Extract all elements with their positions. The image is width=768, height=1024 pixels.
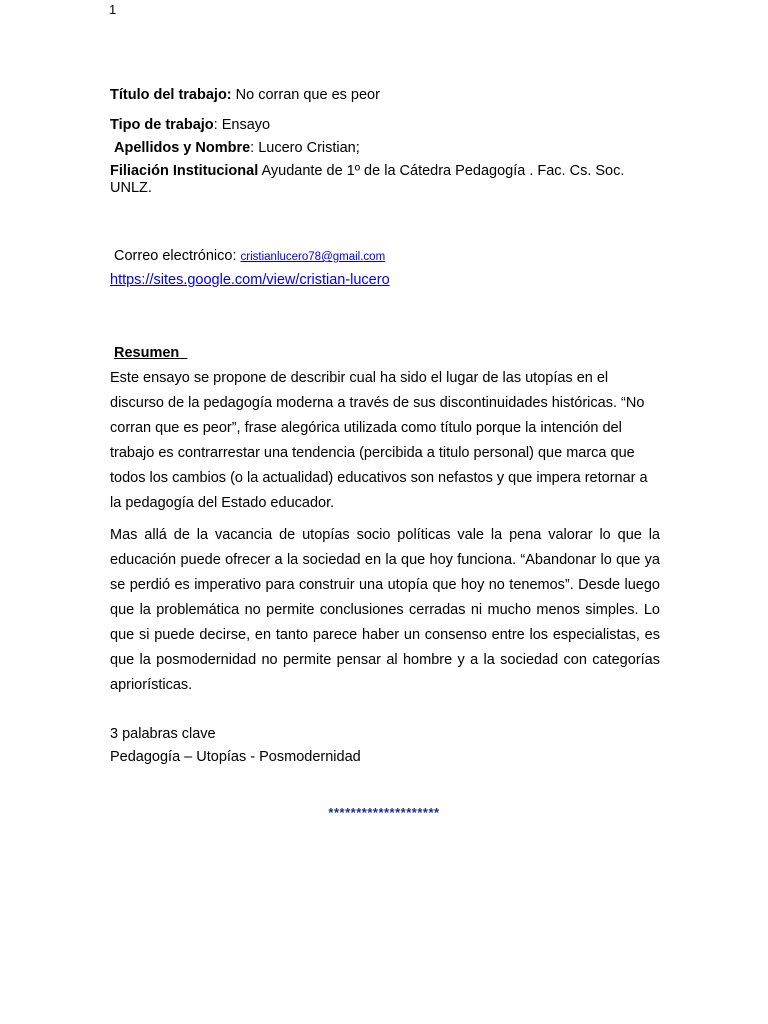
tipo-value: : Ensayo bbox=[213, 117, 271, 133]
filiacion-label: Filiación Institucional bbox=[110, 163, 259, 179]
apellidos-line bbox=[114, 140, 654, 157]
resumen-paragraph-1: Este ensayo se propone de describir cual ha sido el lugar de las utopías en el discurso de la pedagogía moderna a través de sus discontinuidades históricas. “No corran que es peor”, frase alegórica utilizada como título porque la intención del trabajo es contrarrestar una tendencia (percibida a titulo personal) que marca que todos los cambios (o la actualidad) educativos son nefastos y que impera retornar a la pedagogía del Estado educador. bbox=[110, 370, 648, 511]
website-line bbox=[110, 272, 650, 289]
tipo-line bbox=[110, 117, 650, 134]
email-label: Correo electrónico: bbox=[114, 248, 241, 264]
titulo-label: Título del trabajo: bbox=[110, 87, 232, 103]
titulo-line bbox=[110, 87, 650, 104]
apellidos-value: : Lucero Cristian; bbox=[250, 140, 360, 156]
titulo-value: No corran que es peor bbox=[231, 87, 380, 103]
keywords-list: Pedagogía – Utopías - Posmodernidad bbox=[110, 749, 361, 765]
section-separator: ******************** bbox=[328, 805, 440, 820]
resumen-heading-line bbox=[114, 345, 654, 362]
email-link[interactable]: cristianlucero78@gmail.com bbox=[240, 251, 386, 263]
apellidos-label: Apellidos y Nombre bbox=[114, 140, 251, 156]
email-line bbox=[114, 248, 654, 266]
tipo-label: Tipo de trabajo bbox=[110, 117, 214, 133]
resumen-paragraph-2: Mas allá de la vacancia de utopías socio políticas vale la pena valorar lo que la educación puede ofrecer a la sociedad en la que hoy funciona. “Abandonar lo que ya se perdió es imperativo para construir una utopía que hoy no tenemos”. Desde luego que la problemática no permite conclusiones cerradas ni mucho menos simples. Lo que si puede decirse, en tanto parece haber un consenso entre los especialistas, es que la posmodernidad no permite pensar al hombre y a la sociedad con categorías apriorísticas. bbox=[110, 527, 660, 693]
resumen-heading: Resumen bbox=[114, 345, 180, 361]
page-number: 1 bbox=[109, 2, 117, 17]
website-link[interactable]: https://sites.google.com/view/cristian-lucero bbox=[110, 272, 390, 288]
filiacion-value: Ayudante de 1º de la Cátedra Pedagogía . Fac. Cs. Soc. UNLZ. bbox=[110, 163, 625, 196]
filiacion-line bbox=[110, 163, 650, 197]
keywords-label: 3 palabras clave bbox=[110, 726, 216, 742]
